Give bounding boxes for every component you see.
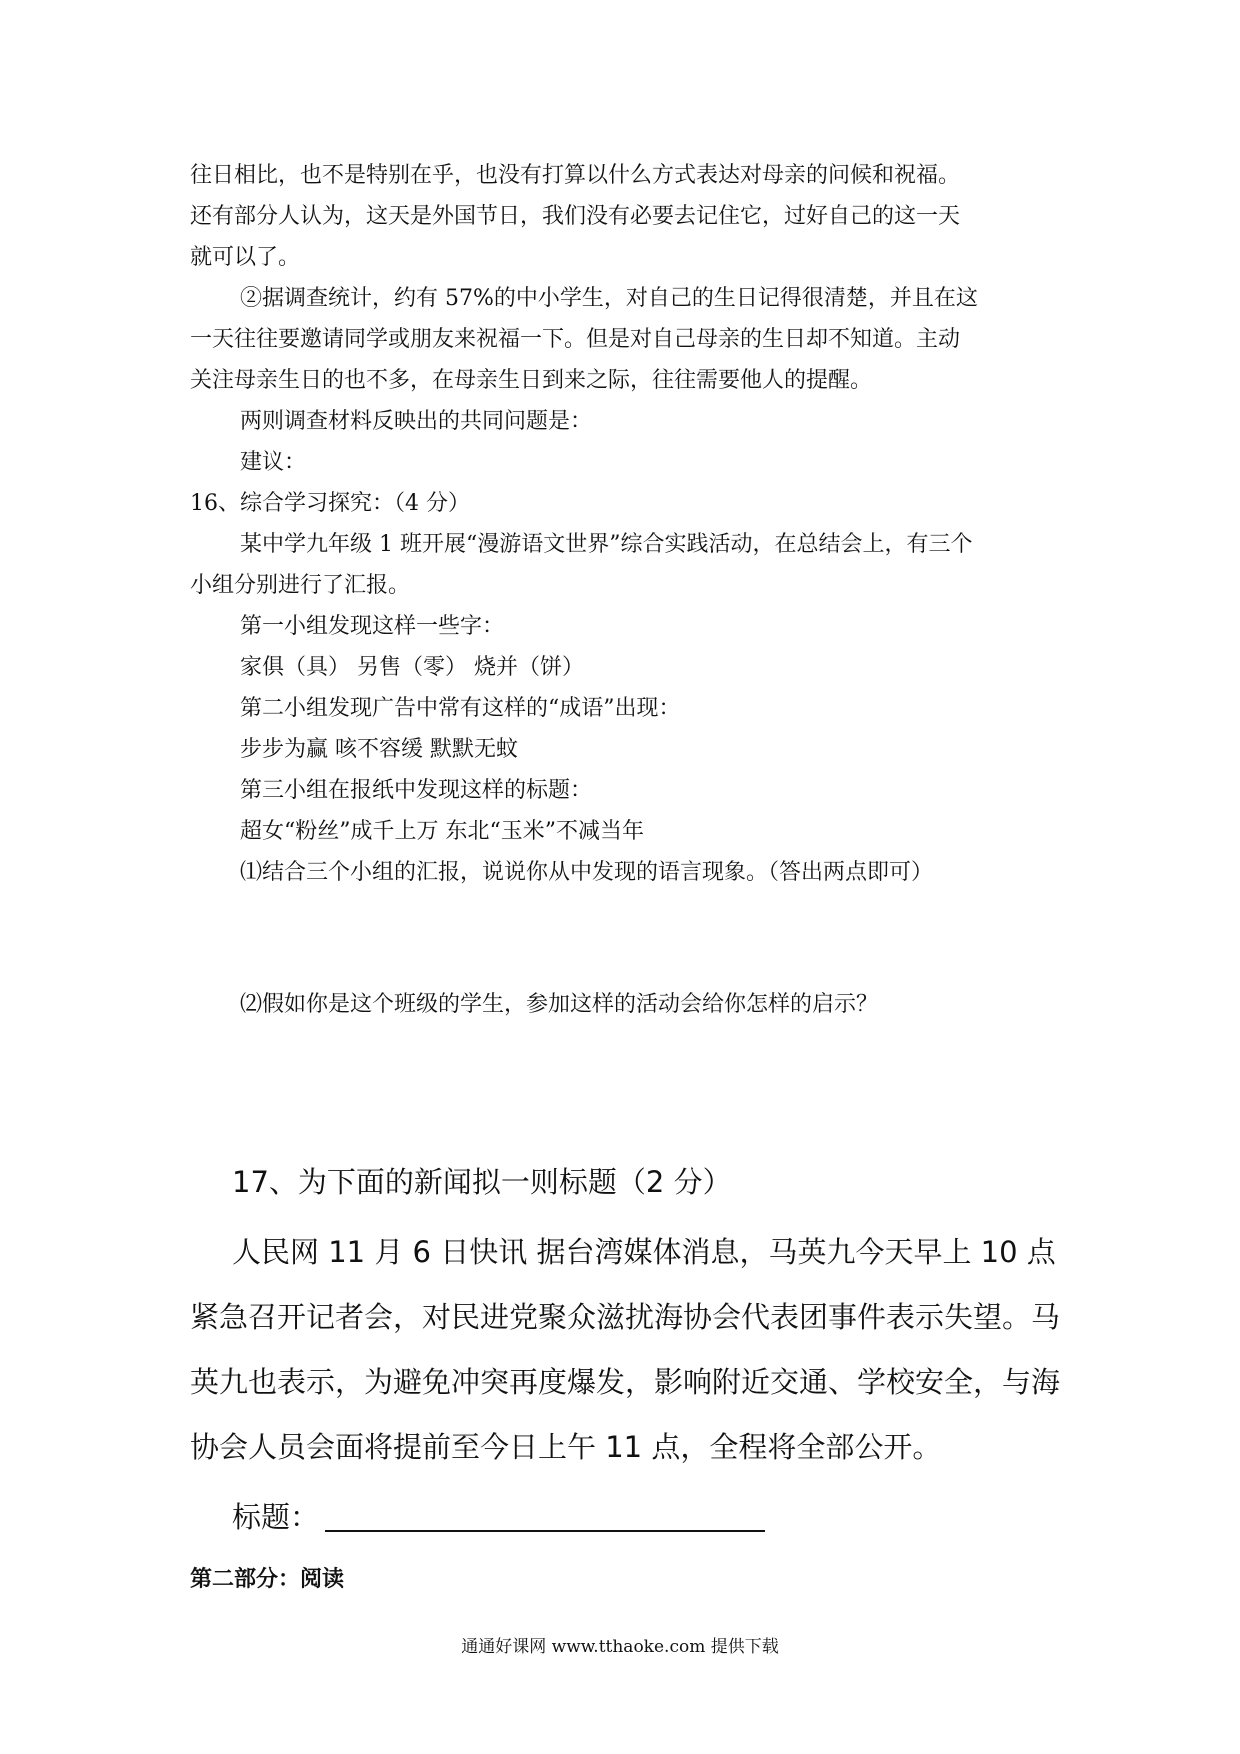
question-16-heading: 16、综合学习探究：（4 分）: [190, 491, 470, 516]
group-2-examples: 步步为赢 咳不容缓 默默无蚊: [240, 737, 518, 762]
survey-paragraph-1-line-1: 往日相比，也不是特别在乎，也没有打算以什么方式表达对母亲的问候和祝福。: [190, 163, 961, 188]
title-label: 标题：: [232, 1500, 320, 1534]
survey-paragraph-1-line-3: 就可以了。: [190, 245, 301, 270]
news-line-4: 协会人员会面将提前至今日上午 11 点，全程将全部公开。: [190, 1430, 942, 1464]
suggestion-label: 建议：: [240, 450, 307, 475]
news-line-2: 紧急召开记者会，对民进党聚众滋扰海协会代表团事件表示失望。马: [190, 1300, 1061, 1334]
common-problem-label: 两则调查材料反映出的共同问题是：: [240, 409, 593, 434]
survey-paragraph-2-line-3: 关注母亲生日的也不多，在母亲生日到来之际，往往需要他人的提醒。: [190, 368, 873, 393]
title-answer-row: [232, 1500, 765, 1534]
survey-paragraph-2-line-2: 一天往往要邀请同学或朋友来祝福一下。但是对自己母亲的生日却不知道。主动: [190, 327, 961, 352]
question-16-intro-line-2: 小组分别进行了汇报。: [190, 573, 411, 598]
title-answer-blank[interactable]: [325, 1506, 765, 1532]
group-3-label: 第三小组在报纸中发现这样的标题：: [240, 778, 593, 803]
news-line-3: 英九也表示，为避免冲突再度爆发，影响附近交通、学校安全，与海: [190, 1365, 1061, 1399]
part-2-heading: 第二部分：阅读: [190, 1566, 345, 1592]
question-16-sub-2: ⑵假如你是这个班级的学生，参加这样的活动会给你怎样的启示？: [240, 992, 879, 1017]
group-1-label: 第一小组发现这样一些字：: [240, 614, 505, 639]
question-16-sub-1: ⑴结合三个小组的汇报，说说你从中发现的语言现象。（答出两点即可）: [240, 860, 934, 885]
news-line-1: 人民网 11 月 6 日快讯 据台湾媒体消息，马英九今天早上 10 点: [232, 1235, 1056, 1269]
group-1-examples: 家俱（具） 另售（零） 烧并（饼）: [240, 655, 584, 680]
page-footer: 通通好课网 www.tthaoke.com 提供下载: [461, 1637, 779, 1657]
question-17-heading: 17、为下面的新闻拟一则标题（2 分）: [232, 1165, 732, 1199]
question-16-intro-line-1: 某中学九年级 1 班开展“漫游语文世界”综合实践活动，在总结会上，有三个: [240, 532, 973, 557]
group-3-examples: 超女“粉丝”成千上万 东北“玉米”不减当年: [240, 819, 644, 844]
survey-paragraph-1-line-2: 还有部分人认为，这天是外国节日，我们没有必要去记住它，过好自己的这一天: [190, 204, 961, 229]
survey-paragraph-2-line-1: ②据调查统计，约有 57%的中小学生，对自己的生日记得很清楚，并且在这: [240, 286, 978, 311]
group-2-label: 第二小组发现广告中常有这样的“成语”出现：: [240, 696, 681, 721]
